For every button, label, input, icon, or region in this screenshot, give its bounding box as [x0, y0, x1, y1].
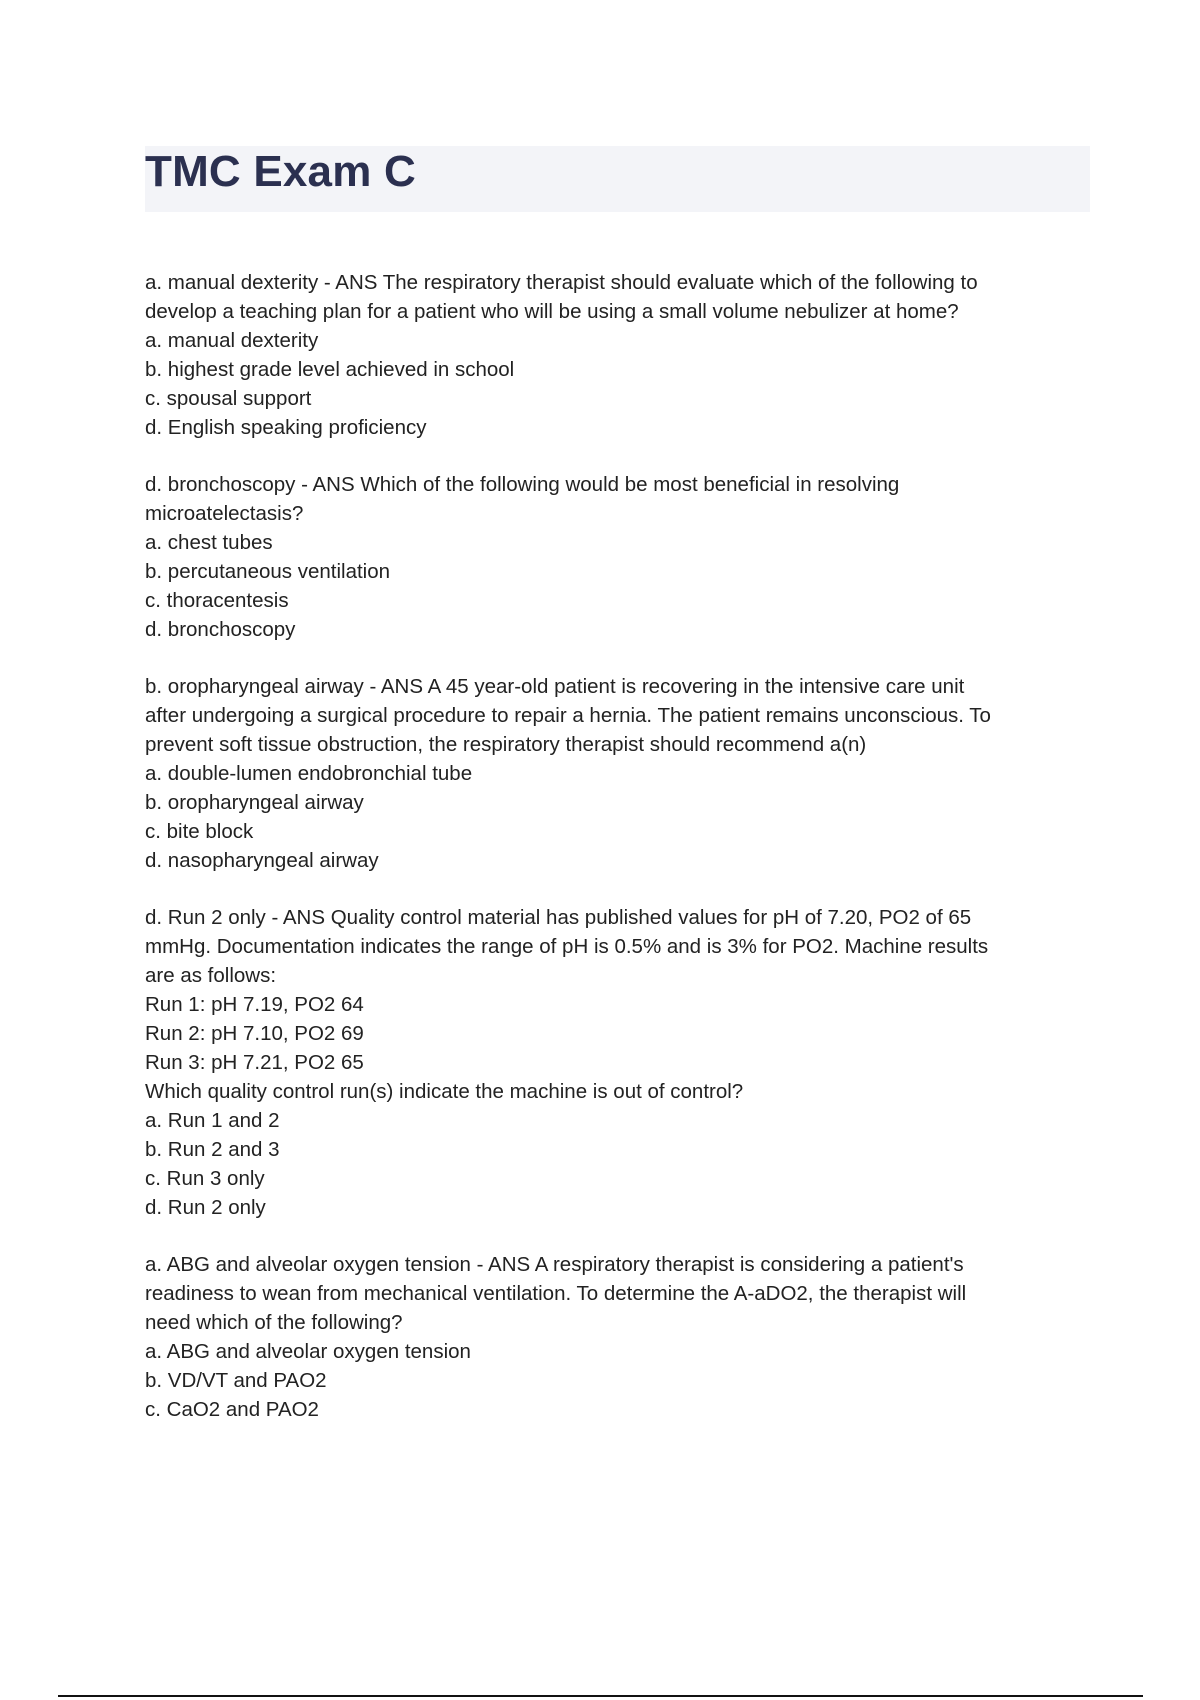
answer-question-line: a. manual dexterity - ANS The respiratory therapist should evaluate which of the following to — [145, 271, 978, 294]
answer-question-line: d. bronchoscopy - ANS Which of the following would be most beneficial in resolving — [145, 473, 900, 496]
option-c: c. bite block — [145, 820, 254, 843]
option-a: a. ABG and alveolar oxygen tension — [145, 1340, 471, 1363]
question-block-2 — [145, 470, 1085, 644]
question-line: mmHg. Documentation indicates the range of pH is 0.5% and is 3% for PO2. Machine results — [145, 935, 989, 958]
option-a: a. double-lumen endobronchial tube — [145, 762, 473, 785]
document-title: TMC Exam C — [145, 147, 416, 196]
option-c: c. thoracentesis — [145, 589, 289, 612]
answer-question-line: b. oropharyngeal airway - ANS A 45 year-old patient is recovering in the intensive care unit — [145, 675, 965, 698]
option-c: c. Run 3 only — [145, 1167, 265, 1190]
question-line: develop a teaching plan for a patient who will be using a small volume nebulizer at home? — [145, 300, 959, 323]
option-b: b. Run 2 and 3 — [145, 1138, 280, 1161]
option-b: b. oropharyngeal airway — [145, 791, 364, 814]
run-result-line: Run 1: pH 7.19, PO2 64 — [145, 993, 364, 1016]
option-c: c. spousal support — [145, 387, 312, 410]
option-b: b. highest grade level achieved in school — [145, 358, 515, 381]
option-c: c. CaO2 and PAO2 — [145, 1398, 319, 1421]
document-body — [145, 268, 1085, 1452]
option-b: b. VD/VT and PAO2 — [145, 1369, 327, 1392]
run-result-line: Run 2: pH 7.10, PO2 69 — [145, 1022, 364, 1045]
option-d: d. nasopharyngeal airway — [145, 849, 379, 872]
question-line: after undergoing a surgical procedure to repair a hernia. The patient remains unconscious. To — [145, 704, 991, 727]
run-result-line: Run 3: pH 7.21, PO2 65 — [145, 1051, 364, 1074]
option-b: b. percutaneous ventilation — [145, 560, 391, 583]
question-block-3 — [145, 672, 1085, 875]
question-block-4 — [145, 903, 1085, 1222]
page-bottom-divider — [58, 1695, 1143, 1697]
question-line: need which of the following? — [145, 1311, 403, 1334]
option-a: a. Run 1 and 2 — [145, 1109, 280, 1132]
answer-question-line: d. Run 2 only - ANS Quality control material has published values for pH of 7.20, PO2 of 65 — [145, 906, 972, 929]
question-line: readiness to wean from mechanical ventilation. To determine the A-aDO2, the therapist will — [145, 1282, 967, 1305]
question-line: are as follows: — [145, 964, 277, 987]
option-a: a. manual dexterity — [145, 329, 319, 352]
question-line: prevent soft tissue obstruction, the respiratory therapist should recommend a(n) — [145, 733, 867, 756]
question-block-5 — [145, 1250, 1085, 1424]
question-line: Which quality control run(s) indicate the machine is out of control? — [145, 1080, 744, 1103]
option-d: d. Run 2 only — [145, 1196, 266, 1219]
question-line: microatelectasis? — [145, 502, 304, 525]
option-d: d. English speaking proficiency — [145, 416, 427, 439]
question-block-1 — [145, 268, 1085, 442]
option-d: d. bronchoscopy — [145, 618, 296, 641]
answer-question-line: a. ABG and alveolar oxygen tension - ANS A respiratory therapist is considering a patient's — [145, 1253, 964, 1276]
option-a: a. chest tubes — [145, 531, 273, 554]
